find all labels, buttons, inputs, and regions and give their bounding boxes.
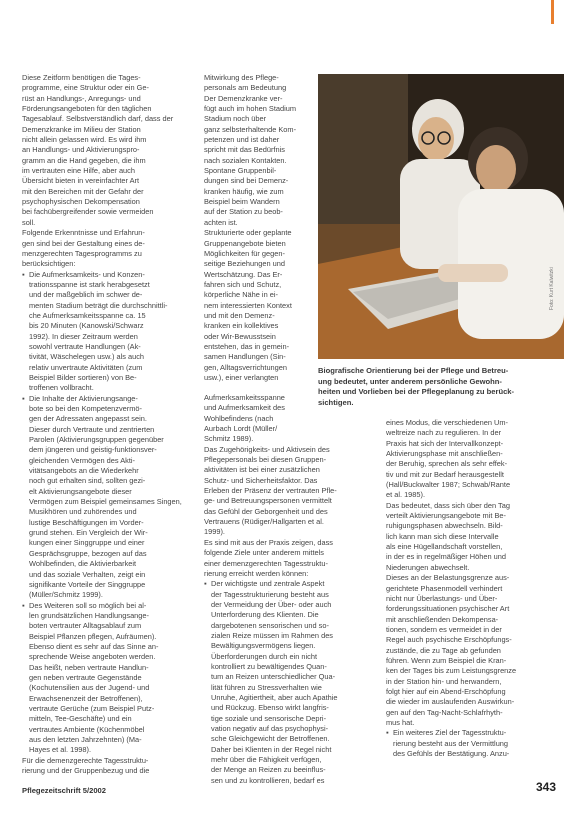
bullet-item — [22, 601, 196, 756]
text-line: entstehen, das in gemein- — [204, 341, 290, 351]
text-line: gen auf den Tag-Nacht-Schlafrhyth- — [386, 707, 503, 717]
text-line: grund stehen. Ein Vergleich der Wir- — [29, 528, 148, 538]
text-line: Vertrauens (Rüdiger/Hallgarten et al. — [204, 517, 324, 527]
text-line: dem jüngeren und geistig-funktionsver- — [29, 445, 157, 455]
text-line: kungen einer Singgruppe und einer — [29, 538, 145, 548]
text-line: trationsspanne ist stark herabgesetzt — [29, 279, 150, 289]
text-line: (Müller/Schmitz 1999). — [29, 590, 103, 600]
text-line: Mitwirkung des Pflege- — [204, 73, 279, 82]
text-line: bote so bei den Kompetenzvermö- — [29, 404, 142, 413]
text-line: Hayes et al. 1998). — [29, 745, 92, 755]
text-line: signifikante Vorteile der Singgruppe — [29, 579, 146, 589]
text-line: berücksichtigen: — [22, 259, 76, 269]
text-line: gen der Adressaten angepasst sein. — [29, 414, 147, 424]
text-line: Unruhe, Agitiertheit, aber auch Apathie — [211, 692, 338, 702]
text-line: nem interessierten Kontext — [204, 300, 292, 310]
column-1 — [22, 73, 196, 776]
text-line: fahren sich und Schutz, — [204, 279, 282, 289]
text-line: relativ unvertraute Aktivitäten (zum — [29, 362, 143, 372]
text-line: Schutz- und Sicherheitsfaktor. Das — [204, 475, 318, 485]
text-line: Das bedeutet, dass sich über den Tag — [386, 500, 510, 510]
text-line: Beispiel Pflanzen pflegen, Aufräumen). — [29, 631, 157, 641]
text-line: Beispiel Bilder sortieren) von Be- — [29, 372, 137, 382]
text-line: kranken häufig, wie zum — [204, 186, 284, 196]
text-line: der Beruhig, sprechen als sehr effek- — [386, 459, 508, 469]
text-line: Förderungsangeboten für den täglichen — [22, 104, 152, 114]
text-line: (Kochutensilien aus der Jugend- und — [29, 683, 150, 693]
text-line: Erwachsenenzeit der Betroffenen), — [29, 693, 143, 703]
column-2-lower — [204, 393, 378, 786]
text-line: Musikhören und zuhörendes und — [29, 507, 137, 517]
text-line: personals am Bedeutung — [204, 83, 287, 93]
text-line: lustige Beschäftigungen im Vorder- — [29, 517, 144, 527]
text-line: zustände, die zu Tage ab gefunden — [386, 645, 501, 655]
bullet-item — [22, 270, 196, 394]
text-line: Spontane Gruppenbil- — [204, 166, 277, 176]
text-line: Dieses an der Belastungsgrenze aus- — [386, 573, 510, 583]
text-line: troffenen vollbracht. — [29, 383, 94, 393]
text-line: in der Station hin- und herwandern, — [386, 676, 502, 686]
text-line: gen neben vertraute Gegenstände — [29, 672, 142, 682]
text-line: Ein weiteres Ziel der Tagesstruktu- — [393, 728, 507, 738]
text-line: bei fachübergreifender sowie vermeiden — [22, 207, 154, 217]
text-line: tiv und mit zur Bedarf herausgestellt — [386, 469, 504, 479]
column-3 — [386, 418, 561, 759]
text-line: 1992). In dieser Zeitraum werden — [29, 331, 138, 341]
text-line: sche Gleichgewicht der Betroffenen. — [211, 734, 330, 744]
text-line: Überforderungen durch ein nicht — [211, 651, 317, 661]
text-line: Stadium noch über — [204, 114, 267, 124]
bullet-item — [22, 394, 196, 601]
text-line: und mit den Demenz- — [204, 310, 275, 320]
text-line: achten ist. — [204, 217, 238, 227]
text-line: tum an Reizen unterschiedlicher Qua- — [211, 672, 336, 682]
text-line: che Aufmerksamkeitsspanne ca. 15 — [29, 310, 146, 320]
text-line: Aurbach Lordt (Müller/ — [204, 424, 278, 434]
text-line: petenzen und ist daher — [204, 135, 280, 145]
text-line: ken der Tages bis zum Leistungsgrenze — [386, 666, 517, 676]
photo-elderly-woman-typewriter — [318, 74, 564, 359]
text-line: programme, eine Struktur oder ein Ge- — [22, 83, 149, 93]
text-line: gramm an die Hand gegeben, die ihm — [22, 155, 146, 165]
text-line: Gruppenangebote bieten — [204, 238, 286, 248]
text-line: gleichenden Vermögen des Akti- — [29, 455, 136, 465]
text-line: oder Wir-Bewusstsein — [204, 331, 276, 341]
caption-line: ung bedeutet, unter anderem persönliche Gewohn- — [318, 376, 502, 386]
text-line: Vermögen zum Beispiel gemeinsames Singen, — [29, 497, 182, 507]
text-line: rüst an Handlungs-, Anregungs- und — [22, 93, 141, 103]
text-line: tige soziale und sensorische Depri- — [211, 713, 327, 723]
text-line: einer demenzgerechten Tagesstruktu- — [204, 558, 328, 568]
text-line: gen sind bei der Gestaltung eines de- — [22, 238, 145, 248]
text-line: soll. — [22, 217, 36, 227]
text-line: und der maßgeblich im schwer de- — [29, 290, 143, 300]
photo-illustration — [318, 74, 564, 359]
text-line: nicht nur Überlastungs- und Über- — [386, 593, 498, 603]
text-line: ge- und Betreuungspersonen vermittelt — [204, 496, 332, 506]
text-line: Strukturierte oder geplante — [204, 228, 292, 238]
text-line: ganz selbsterhaltende Kom- — [204, 124, 297, 134]
text-line: kranken ein kollektives — [204, 321, 279, 331]
bullet-square-icon: ▪ — [22, 269, 25, 279]
text-line: spricht mit das Bedürfnis — [204, 145, 285, 155]
text-line: Diese Zeitform benötigen die Tages- — [22, 73, 141, 82]
text-line: seitige Beziehungen und — [204, 259, 285, 269]
text-line: Gesprächsgruppe, bezogen auf das — [29, 548, 147, 558]
text-line: boten vertrauter Alltagsablauf zum — [29, 621, 142, 631]
text-line: Die Inhalte der Aktivierungsange- — [29, 393, 138, 403]
text-line: gerichtete Phasenmodell verhindert — [386, 583, 503, 593]
text-line: und Aufmerksamkeit des — [204, 403, 285, 413]
text-line: körperliche Nähe in ei- — [204, 290, 278, 300]
text-line: menzgerechten Tagesprogramms zu — [22, 248, 142, 258]
text-line: der Menge an Reizen zu beeinflus- — [211, 765, 326, 775]
text-line: elt Aktivierungsangebote dieser — [29, 486, 132, 496]
text-line: der Tagesstrukturierung besteht aus — [211, 589, 329, 599]
text-line: vertrautes Ambiente (Küchenmöbel — [29, 724, 145, 734]
text-line: Übersicht bieten in vereinfachter Art — [22, 176, 140, 186]
text-line: Regel auch psychische Erschöpfungs- — [386, 635, 512, 645]
photo-credit: Foto: Kurt Kalwitzki — [549, 267, 555, 310]
text-line: Niederungen abwechselt. — [386, 562, 470, 572]
text-line: Für die demenzgerechte Tagesstruktu- — [22, 755, 149, 765]
text-line: rierung besteht aus der Vermittlung — [393, 738, 509, 748]
caption-line: Biografische Orientierung bei der Pflege und Betreu- — [318, 366, 509, 375]
text-line: und Rückzug. Ebenso wirkt langfris- — [211, 703, 329, 713]
text-line: lität führen zu Stressverhalten wie — [211, 682, 322, 692]
caption-line: sichtigen. — [318, 397, 354, 407]
text-line: folgende Ziele unter anderem mittels — [204, 548, 324, 558]
text-line: auf der Station zu beob- — [204, 207, 283, 217]
text-line: Pflegepersonals bei diesen Gruppen- — [204, 455, 327, 465]
text-line: eines Modus, die verschiedenen Um- — [386, 418, 509, 427]
text-line: noch gut erhalten sind, sollten gezi- — [29, 476, 146, 486]
text-line: samen Handlungen (Sin- — [204, 352, 286, 362]
text-line: menten Stadium beträgt die durchschnittli- — [29, 300, 168, 310]
text-line: Unterforderung des Klienten. Die — [211, 610, 319, 620]
text-line: mehr über die Fähigkeit verfügen, — [211, 755, 322, 765]
text-line: len grundsätzlichen Handlungsange- — [29, 610, 149, 620]
text-line: Bewältigungsvermögens liegen. — [211, 641, 316, 651]
text-line: rierung und der Gruppenbezug und die — [22, 766, 150, 776]
text-line: mus hat. — [386, 717, 415, 727]
text-line: Der wichtigste und zentrale Aspekt — [211, 579, 325, 589]
caption-line: heiten und Vorlieben bei der Pflegeplanung zu berück- — [318, 387, 515, 397]
text-line: Beispiel beim Wandern — [204, 197, 280, 207]
text-line: nicht allein gelassen wird. Es wird ihm — [22, 135, 147, 145]
text-line: Ebenso dient es sehr auf das Sinne an- — [29, 641, 159, 651]
text-line: nach sozialen Kontakten. — [204, 155, 287, 165]
footer-publication: Pflegezeitschrift 5/2002 — [22, 786, 106, 795]
text-line: sen und zu kontrollieren, bedarf es — [211, 775, 325, 785]
text-line: aktivitäten ist bei einer zusätzlichen — [204, 465, 320, 475]
bullet-square-icon: ▪ — [386, 728, 389, 738]
text-line: vitätsangebots an die Wiederkehr — [29, 466, 139, 476]
text-line: das Gefühl der Geborgenheit und des — [204, 506, 328, 516]
text-line: Schmitz 1989). — [204, 434, 254, 444]
text-line: Folgende Erkenntnisse und Erfahrun- — [22, 228, 145, 238]
text-line: dargebotenen sensorischen und so- — [211, 620, 329, 630]
text-line: sowohl vertraute Handlungen (Ak- — [29, 341, 141, 351]
column-2 — [204, 73, 309, 383]
text-line: mit anschließenden Dekompensa- — [386, 614, 499, 624]
text-line: Daher bei Klienten in der Regel nicht — [211, 744, 332, 754]
text-line: vation negativ auf das psychophysi- — [211, 724, 329, 733]
text-line: tionen, sondern es vermeidet in der — [386, 624, 502, 634]
text-line: Tagesablauf. Selbstverständlich darf, dass der — [22, 114, 174, 124]
accent-mark — [551, 0, 554, 24]
text-line: im vertrauten eine Hilfe, aber auch — [22, 166, 135, 176]
text-line: Dieser durch Vertraute und zentrierten — [29, 424, 155, 434]
text-line: dungen sind bei Demenz- — [204, 176, 289, 186]
text-line: mitteln, Tee-Geschäfte) und ein — [29, 714, 132, 724]
text-line: psychophysischen Dekompensation — [22, 197, 140, 207]
text-line: an Handlungs- und Aktivierungspro- — [22, 145, 140, 155]
text-line: Demenzkranke im Milieu der Station — [22, 124, 141, 134]
bullet-item — [386, 728, 561, 759]
text-line: Wertschätzung. Das Er- — [204, 269, 283, 279]
text-line: Wohlbefindens (nach — [204, 413, 274, 423]
text-line: und das soziale Verhalten, zeigt ein — [29, 569, 146, 579]
text-line: Erleben der Präsenz der vertrauten Pfle- — [204, 486, 337, 496]
text-line: kontrolliert zu bewältigendes Quan- — [211, 661, 327, 671]
text-line: folgt hier auf ein Abend-Erschöpfung — [386, 686, 506, 696]
text-line: usw.), einer verlangten — [204, 372, 279, 382]
text-line: forderungssituationen psychischer Art — [386, 604, 510, 614]
text-line: Möglichkeiten für gegen- — [204, 248, 285, 258]
text-line: Aktivierungsphase mit anschließen- — [386, 449, 503, 459]
text-line: bis 20 Minuten (Kanowski/Schwarz — [29, 321, 144, 331]
text-line: gen, Alltagsverrichtungen — [204, 362, 287, 372]
text-line: zialen Reize müssen im Rahmen des — [211, 630, 333, 640]
text-line: Wohlbefinden, die Aktivierbarkeit — [29, 559, 137, 569]
text-line: (Hall/Buckwalter 1987; Schwab/Rante — [386, 480, 511, 490]
text-line: lich kann man sich diese Intervalle — [386, 531, 499, 541]
text-line: in der es in regelmäßiger Höhen und — [386, 552, 506, 562]
text-line: sprechende Weise angeboten werden. — [29, 652, 156, 662]
text-line: mit den Bereichen mit der Gefahr der — [22, 186, 144, 196]
text-line: Aufmerksamkeitsspanne — [204, 393, 285, 402]
text-line: verteilt Aktivierungsangebote mit Be- — [386, 511, 506, 521]
bullet-square-icon: ▪ — [204, 579, 207, 589]
text-line: als eine Hügellandschaft vorstellen, — [386, 542, 503, 552]
text-line: rierung erreicht werden können: — [204, 568, 309, 578]
text-line: Praxis hat sich der Intervallkonzept- — [386, 438, 504, 448]
text-line: Der Demenzkranke ver- — [204, 93, 283, 103]
text-line: Das heißt, neben vertraute Handlun- — [29, 662, 149, 672]
bullet-square-icon: ▪ — [22, 393, 25, 403]
text-line: des Gefühls der Bestätigung. Anzu- — [393, 749, 510, 758]
text-line: aus den letzten Jahrzehnten) (Ma- — [29, 735, 142, 744]
text-line: weltreize nach zu regulieren. In der — [386, 428, 502, 438]
text-line: et al. 1985). — [386, 490, 426, 500]
page-number: 343 — [536, 780, 557, 794]
bullet-square-icon: ▪ — [22, 600, 25, 610]
text-line: Es sind mit aus der Praxis zeigen, dass — [204, 537, 333, 547]
text-line: fügt auch im hohen Stadium — [204, 104, 297, 114]
text-line: Das Zugehörigkeits- und Aktivsein des — [204, 444, 330, 454]
text-line: Die Aufmerksamkeits- und Konzen- — [29, 269, 145, 279]
text-line: der Vermeidung der Über- oder auch — [211, 599, 332, 609]
bullet-item — [204, 579, 378, 786]
text-line: vertraute Gerüche (zum Beispiel Putz- — [29, 703, 155, 713]
text-line: ruhigungsphasen abwechseln. Bild- — [386, 521, 503, 531]
text-line: führen. Wenn zum Beispiel die Kran- — [386, 655, 507, 665]
text-line: Des Weiteren soll so möglich bei al- — [29, 600, 147, 610]
text-line: Parolen (Aktivierungsgruppen gegenüber — [29, 435, 164, 445]
text-line: tivität, Wäschelegen usw.) als auch — [29, 352, 145, 362]
text-line: 1999). — [204, 527, 225, 537]
text-line: die wieder im auslaufenden Auswirkun- — [386, 697, 515, 707]
photo-caption — [318, 366, 564, 408]
